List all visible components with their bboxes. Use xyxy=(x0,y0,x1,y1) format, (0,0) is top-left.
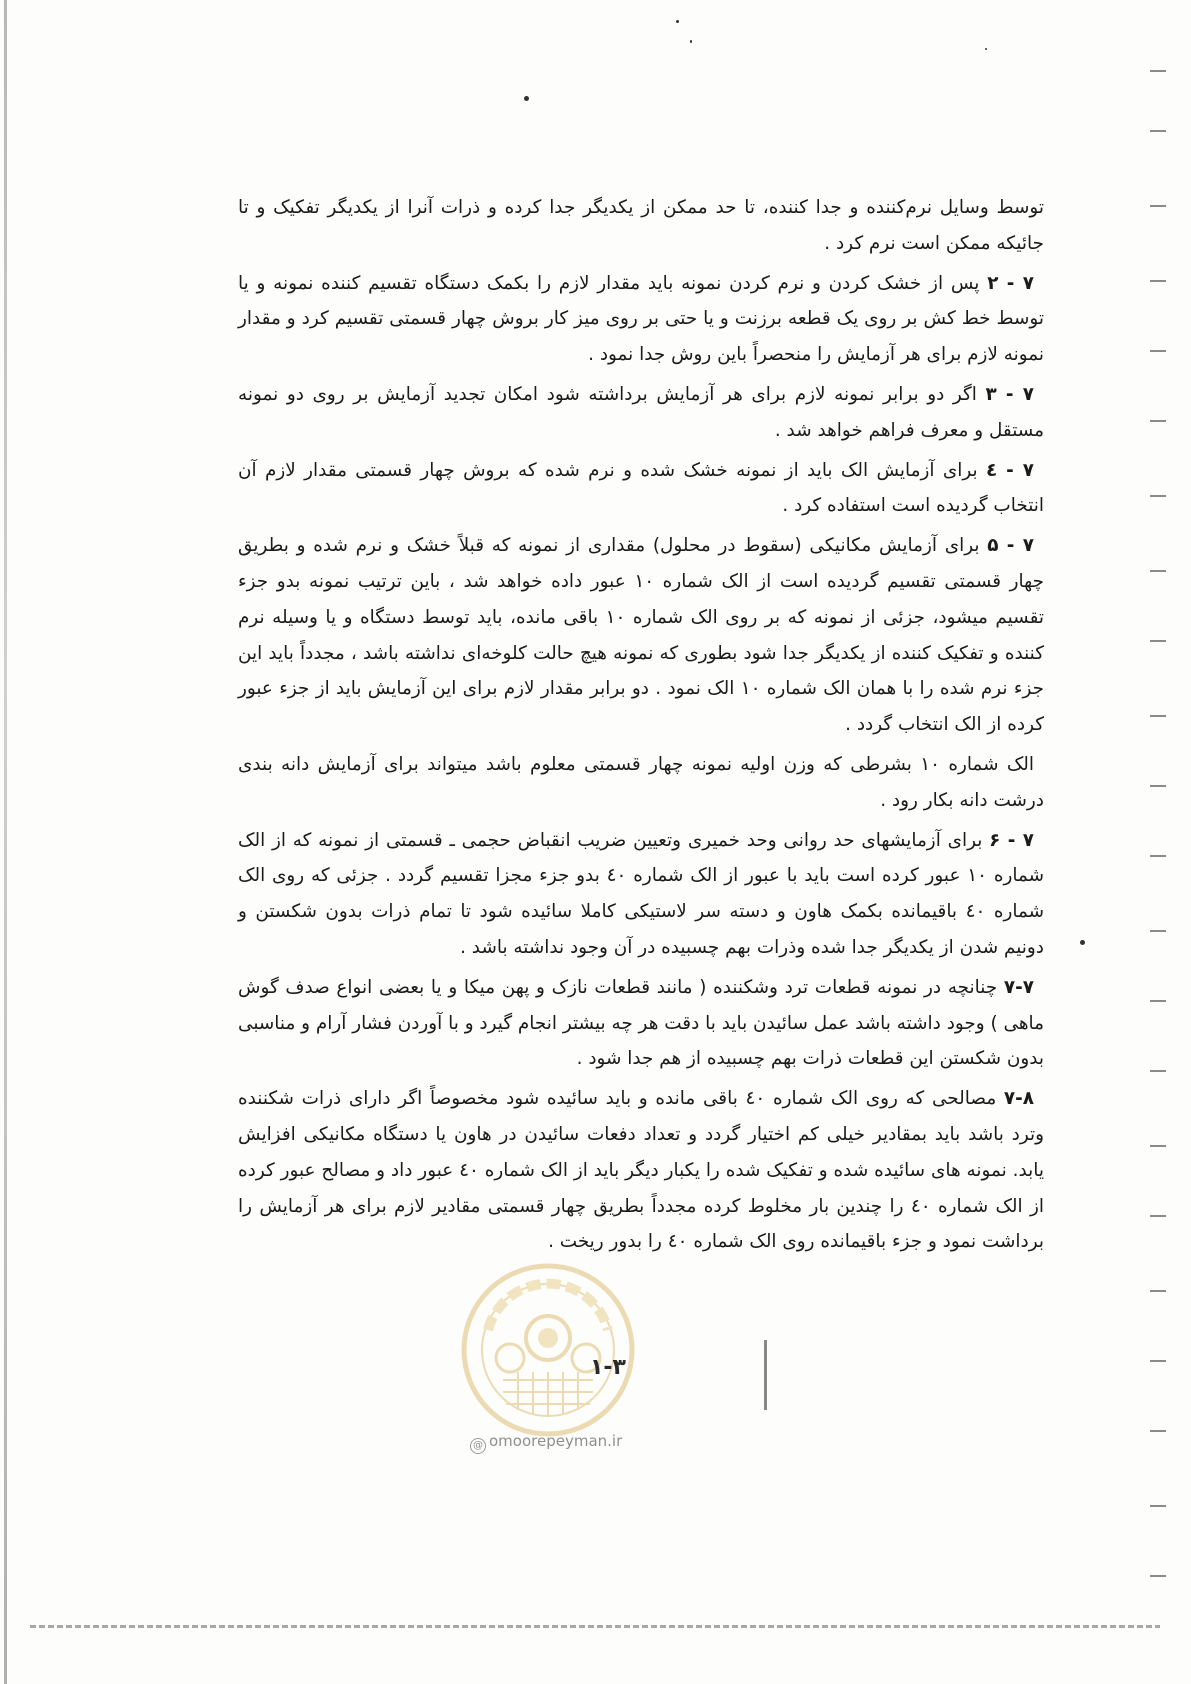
margin-tick xyxy=(1150,1000,1166,1002)
paragraph-text: الک شماره ۱۰ بشرطی که وزن اولیه نمونه چهار قسمتی معلوم باشد میتواند برای آزمایش دانه بندی درشت دانه بکار رود . xyxy=(238,753,1044,811)
margin-tick xyxy=(1150,280,1166,282)
margin-tick xyxy=(1150,1145,1166,1147)
at-icon: @ xyxy=(470,1438,486,1454)
paragraph-7-2 xyxy=(238,266,1044,373)
paragraph-7-5 xyxy=(238,528,1044,743)
margin-tick xyxy=(1150,420,1166,422)
paragraph-7-4 xyxy=(238,453,1044,525)
document-body xyxy=(238,190,1044,1264)
paragraph-7-7 xyxy=(238,970,1044,1077)
scan-speck xyxy=(985,48,987,50)
scan-speck xyxy=(1080,940,1085,945)
stamp-logo xyxy=(458,1260,638,1440)
margin-tick xyxy=(1150,205,1166,207)
section-number: ۷ - ٤ xyxy=(986,459,1034,481)
paragraph-continuation xyxy=(238,190,1044,262)
margin-tick xyxy=(1150,785,1166,787)
margin-tick xyxy=(1150,1070,1166,1072)
watermark xyxy=(470,1432,622,1454)
section-number: ۷ - ۶ xyxy=(989,829,1034,851)
margin-tick xyxy=(1150,350,1166,352)
paragraph-text: مصالحی که روی الک شماره ٤۰ باقی مانده و باید سائیده شود مخصوصاً اگر دارای ذرات شکننده وترد باشد باید بمقادیر خیلی کم اختیار گردد و تعداد دفعات سائیدن در هاون یا دستگاه مکانیکی افزایش یابد. نمونه های سائیده شده و تفکیک شده را یکبار دیگر باید از الک شماره ٤۰ عبور داد و مصالح عبور کرده از الک شماره ٤۰ را چندین بار مخلوط کرده مجدداً بطریق چهار قسمتی مقادیر لازم برای هر آزمایش را برداشت نمود و جزء باقیمانده روی الک شماره ٤۰ را بدور ریخت . xyxy=(238,1088,1045,1253)
section-number: ۷ - ۳ xyxy=(985,383,1034,405)
paragraph-text: پس از خشک کردن و نرم کردن نمونه باید مقدار لازم را بکمک دستگاه تقسیم کننده نمونه و یا توسط خط کش بر روی یک قطعه برزنت و یا حتی بر روی میز کار بروش چهار قسمتی تقسیم کرد و مقدار نمونه لازم برای هر آزمایش را منحصراً باین روش جدا نمود . xyxy=(238,272,1044,366)
margin-tick xyxy=(1150,930,1166,932)
scan-bottom-edge xyxy=(30,1625,1160,1628)
paragraph-sieve-note xyxy=(238,747,1044,819)
margin-tick xyxy=(1150,855,1166,857)
section-number: ۷ - ۵ xyxy=(987,535,1034,557)
scan-speck xyxy=(676,20,679,23)
scan-speck xyxy=(524,96,529,101)
paragraph-text: برای آزمایش الک باید از نمونه خشک شده و نرم شده که بروش چهار قسمتی مقدار لازم آن انتخاب گردیده است استفاده کرد . xyxy=(238,459,1044,517)
margin-tick xyxy=(1150,1215,1166,1217)
margin-tick xyxy=(1150,1430,1166,1432)
margin-tick xyxy=(1150,570,1166,572)
paragraph-text: برای آزمایش مکانیکی (سقوط در محلول) مقداری از نمونه که قبلاً خشک و نرم شده و بطریق چهار قسمتی تقسیم گردیده است از الک شماره ۱۰ عبور داده خواهد شد ، باین ترتیب نمونه بدو جزء تقسیم میشود، جزئی از نمونه که بر روی الک شماره ۱۰ باقی مانده، باید توسط دستگاه و یا وسیله نرم کننده و تفکیک کننده از یکدیگر جدا شود بطوری که نمونه هیچ حالت کلوخه‌ای نداشته باشد ، مجدداً باید این جزء نرم شده را با همان الک شماره ۱۰ الک نمود . دو برابر مقدار لازم برای این آزمایش باید از جزء عبور کرده از الک انتخاب گردد . xyxy=(238,535,1044,736)
pen-mark xyxy=(764,1340,767,1410)
margin-tick xyxy=(1150,1505,1166,1507)
margin-tick xyxy=(1150,1360,1166,1362)
margin-tick xyxy=(1150,1290,1166,1292)
margin-tick xyxy=(1150,495,1166,497)
paragraph-7-3 xyxy=(238,377,1044,449)
margin-tick xyxy=(1150,640,1166,642)
margin-tick xyxy=(1150,1575,1166,1577)
section-number: ۷-۸ xyxy=(1003,1088,1034,1110)
page-number: ۱-۳ xyxy=(590,1355,626,1380)
paragraph-7-6 xyxy=(238,823,1044,966)
paragraph-text: چنانچه در نمونه قطعات ترد وشکننده ( مانند قطعات نازک و پهن میکا و یا بعضی انواع صدف گوش ماهی ) وجود داشته باشد عمل سائیدن باید با دقت هر چه بیشتر انجام گیرد و با آوردن فشار آرام و مناسبی بدون شکستن این قطعات ذرات بهم چسبیده از هم جدا شود . xyxy=(238,976,1044,1070)
section-number: ۷ - ۲ xyxy=(987,272,1034,294)
margin-tick xyxy=(1150,715,1166,717)
scan-speck xyxy=(690,40,692,43)
paragraph-7-8 xyxy=(238,1081,1044,1260)
section-number: ۷-۷ xyxy=(1003,976,1034,998)
paragraph-text: اگر دو برابر نمونه لازم برای هر آزمایش برداشته شود امکان تجدید آزمایش بر روی دو نمونه مستقل و معرف فراهم خواهد شد . xyxy=(238,383,1044,441)
paragraph-text: توسط وسایل نرم‌کننده و جدا کننده، تا حد ممکن از یکدیگر جدا کرده و ذرات آنرا از یکدیگر تفکیک و تا جائیکه ممکن است نرم کرد . xyxy=(238,197,1044,254)
margin-tick xyxy=(1150,130,1166,132)
margin-tick xyxy=(1150,70,1166,72)
scan-left-edge xyxy=(4,0,7,1684)
watermark-text: omoorepeyman.ir xyxy=(489,1432,623,1450)
paragraph-text: برای آزمایشهای حد روانی وحد خمیری وتعیین ضریب انقباض حجمی ـ قسمتی از نمونه که از الک شماره ۱۰ عبور کرده است باید با عبور از الک شماره ٤۰ بدو جزء مجزا تقسیم گردد . جزئی که روی الک شماره ٤۰ باقیمانده بکمک هاون و دسته سر لاستیکی کاملا سائیده شود تا تمام ذرات بدون شکستن و دونیم شدن از یکدیگر جدا شده وذرات بهم چسبیده در آن وجود نداشته باشد . xyxy=(238,829,1044,958)
